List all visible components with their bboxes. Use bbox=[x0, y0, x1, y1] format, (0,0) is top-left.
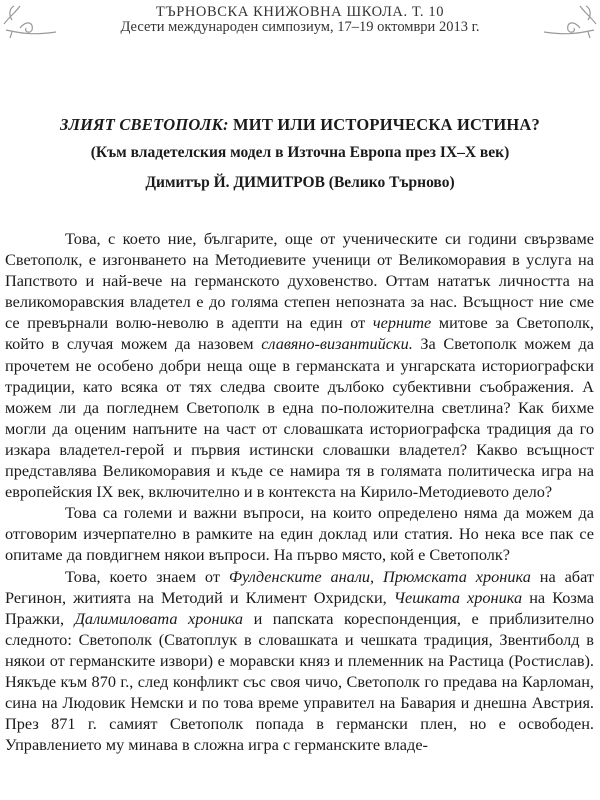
paragraph-1 bbox=[5, 228, 594, 502]
journal-title: ТЪРНОВСКА КНИЖОВНА ШКОЛА. Т. 10 bbox=[155, 4, 445, 20]
italic-term: славяно-византийски. bbox=[261, 334, 413, 354]
italic-term: черните bbox=[372, 313, 432, 333]
text-run: на абат Регинон, житията на Методий и Климент Охридски, bbox=[5, 566, 595, 607]
italic-source-title: Чешката хроника bbox=[393, 587, 523, 607]
text-run: и папската кореспонденция, е приблизително следното: Светополк (Сватоплук в словашката и чешката традиция, Звентиболд в някои от германските извори) е моравски княз и племенник на Растица (Ростислав). Някъде към 870 г., след конфликт със своя чичо, Светополк го предава на Карломан, сина на Людовик Немски и по това време управител на Бавария и днешна Австрия. През 871 г. самият Светополк попада в германски плен, но е освободен. Управлението му минава в сложна игра с германските владе- bbox=[5, 608, 594, 755]
paragraph-2: Това са големи и важни въпроси, на които определено няма да можем да отговорим изчерпателно в рамките на един доклад или статия. Но нека все пак се опитаме да повдигнем някои въпроси. На първо място, кой е Светополк? bbox=[5, 503, 594, 565]
text-run: митове за Светополк, който в случая можем да назовем bbox=[5, 313, 594, 354]
article-title-italic: ЗЛИЯТ СВЕТОПОЛК: bbox=[60, 115, 229, 134]
article-title-rest: МИТ ИЛИ ИСТОРИЧЕСКА ИСТИНА? bbox=[228, 115, 540, 134]
paragraph-3 bbox=[5, 566, 594, 756]
running-header bbox=[0, 2, 600, 52]
text-run: Това, с което ние, българите, още от ученическите си години свързваме Светополк, е изгонването на Методиевите ученици от Великоморавия в услуга на Папството и най-вече на германското духовенство. Оттам нататък личността на великоморавския владетел е до голяма степен непозната за нас. Всъщност ние сме се превърнали волю-неволю в адепти на един от bbox=[5, 229, 594, 333]
italic-source-title: Далимиловата хроника bbox=[74, 608, 244, 628]
text-run: За Светополк можем да прочетем не особено добри неща още в германската и унгарската историографски традиции, като всяка от тях следва своите дълбоко субективни съображения. А можем ли да погледнем Светополк в една по-положителна светлина? Как бихме могли да оценим напъните на част от словашката историографска традиция да го изкара владетел-герой и първия истински словашки владетел? Какво всъщност представлява Великоморавия и къде се намира тя в голямата политическа игра на европейския IX век, включително и в контекста на Кирило-Методиевото дело? bbox=[5, 334, 594, 502]
text-run: Това, което знаем от bbox=[65, 566, 229, 586]
text-run: на Козма Пражки, bbox=[5, 587, 594, 628]
italic-source-title: Фулденските анали, Прюмската хроника bbox=[228, 566, 531, 586]
article-title bbox=[0, 115, 600, 135]
article-subtitle: (Към владетелския модел в Източна Европа през IX–X век) bbox=[90, 144, 510, 161]
article-body bbox=[5, 228, 594, 755]
article-author: Димитър Й. ДИМИТРОВ (Велико Търново) bbox=[145, 174, 455, 191]
symposium-info: Десети международен симпозиум, 17–19 октомври 2013 г. bbox=[120, 19, 480, 35]
